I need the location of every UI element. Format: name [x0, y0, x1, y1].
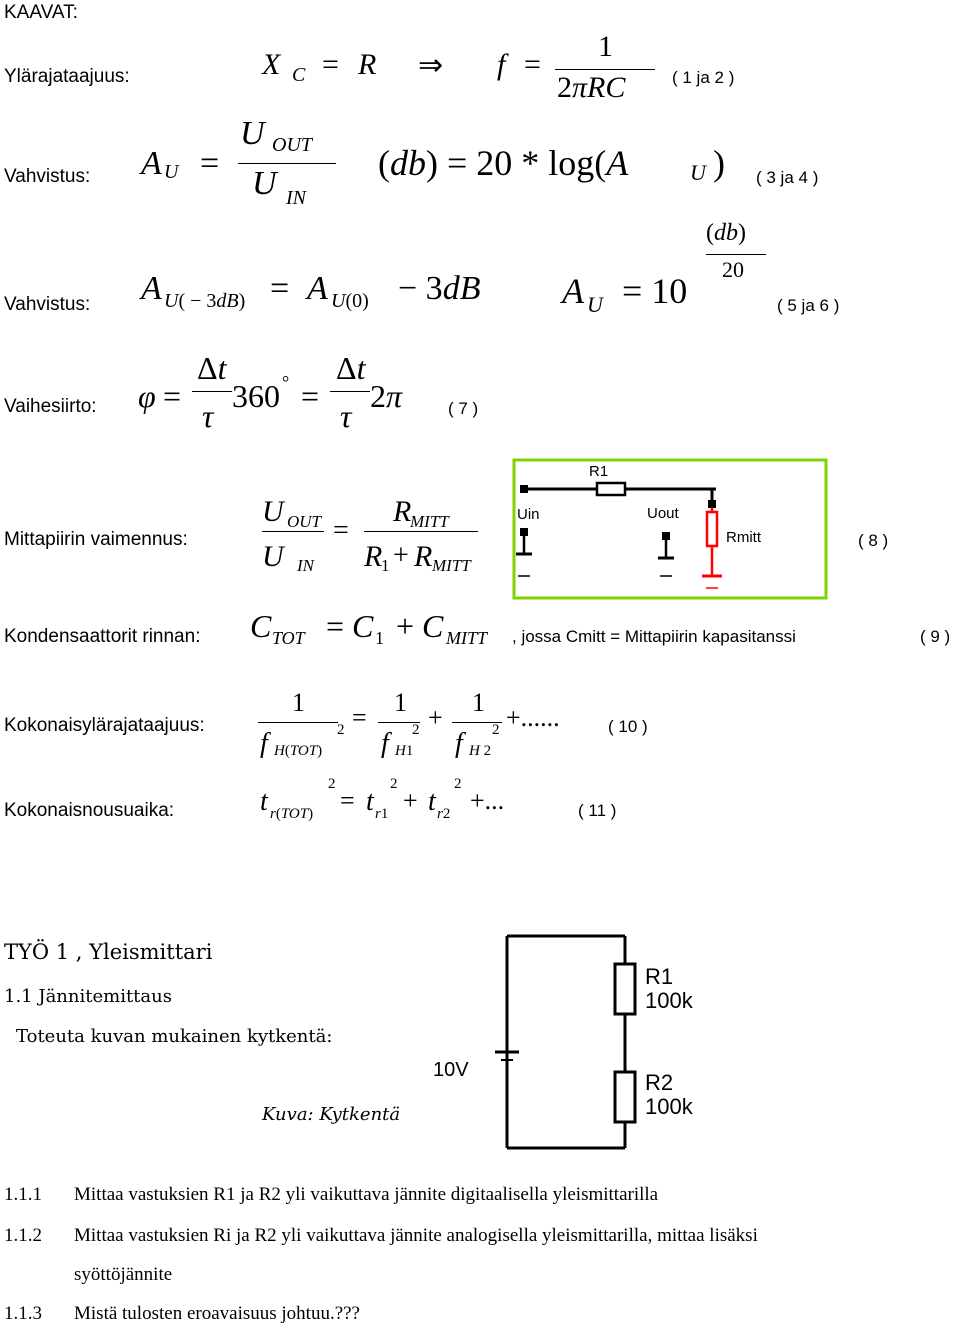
label-vahvistus-1: Vahvistus: [4, 166, 91, 187]
label-kokonaisylarajataajuus: Kokonaisylärajataajuus: [4, 715, 205, 736]
page-heading: KAAVAT: [4, 2, 78, 23]
section-subtitle: 1.1 Jännitemittaus [4, 986, 172, 1007]
r1-label: R1 [589, 463, 609, 480]
capacitance-note: , jossa Cmitt = Mittapiirin kapasitanssi [512, 627, 796, 646]
label-vaihesiirto: Vaihesiirto: [4, 396, 97, 417]
task-text: Mistä tulosten eroavaisuus johtuu.??? [74, 1303, 360, 1324]
r1-value: 100k [645, 988, 693, 1013]
task-text-continued: syöttöjännite [74, 1264, 173, 1285]
uin-label: Uin [517, 506, 540, 523]
rmitt-label: Rmitt [726, 529, 761, 546]
label-kondensaattorit: Kondensaattorit rinnan: [4, 626, 201, 647]
label-vaimennus: Mittapiirin vaimennus: [4, 529, 188, 550]
task-number: 1.1.2 [4, 1225, 42, 1246]
eq-number-5-6: ( 5 ja 6 ) [777, 296, 840, 315]
label-ylarajataajuus: Ylärajataajuus: [4, 66, 130, 87]
measurement-circuit-diagram [512, 458, 842, 613]
circuit-box [514, 460, 826, 598]
task-text: Mittaa vastuksien Ri ja R2 yli vaikuttava jännite analogisella yleismittarilla, mittaa lisäksi [74, 1225, 758, 1246]
r1-name: R1 [645, 964, 674, 989]
r2-value: 100k [645, 1094, 693, 1119]
eq-number-1-2: ( 1 ja 2 ) [672, 68, 735, 87]
section-instruction: Toteuta kuvan mukainen kytkentä: [16, 1026, 333, 1047]
resistor-r1 [597, 483, 625, 495]
eq-number-9: ( 9 ) [920, 627, 951, 646]
battery-label: 10V [433, 1059, 469, 1081]
task-number: 1.1.1 [4, 1184, 42, 1205]
ground-icon-uout [658, 532, 674, 576]
eq-number-10: ( 10 ) [608, 717, 648, 736]
r2-name: R2 [645, 1070, 674, 1095]
task-text: Mittaa vastuksien R1 ja R2 yli vaikuttava jännite digitaalisella yleismittarilla [74, 1184, 659, 1205]
eq-number-7: ( 7 ) [448, 399, 479, 418]
resistor-rmitt [707, 512, 717, 546]
resistor-r2-body [615, 1072, 635, 1122]
figure-caption: Kuva: Kytkentä [262, 1104, 401, 1125]
resistor-r1-body [615, 964, 635, 1014]
label-kokonaisnousuaika: Kokonaisnousuaika: [4, 800, 175, 821]
task-number: 1.1.3 [4, 1303, 42, 1324]
eq-number-11: ( 11 ) [578, 801, 617, 820]
eq-number-3-4: ( 3 ja 4 ) [756, 168, 819, 187]
eq-number-8: ( 8 ) [858, 531, 889, 550]
section-title: TYÖ 1 , Yleismittari [4, 940, 213, 964]
uout-label: Uout [647, 505, 679, 522]
label-vahvistus-2: Vahvistus: [4, 294, 91, 315]
voltage-divider-circuit [425, 928, 735, 1163]
ground-icon-uin [516, 528, 532, 576]
